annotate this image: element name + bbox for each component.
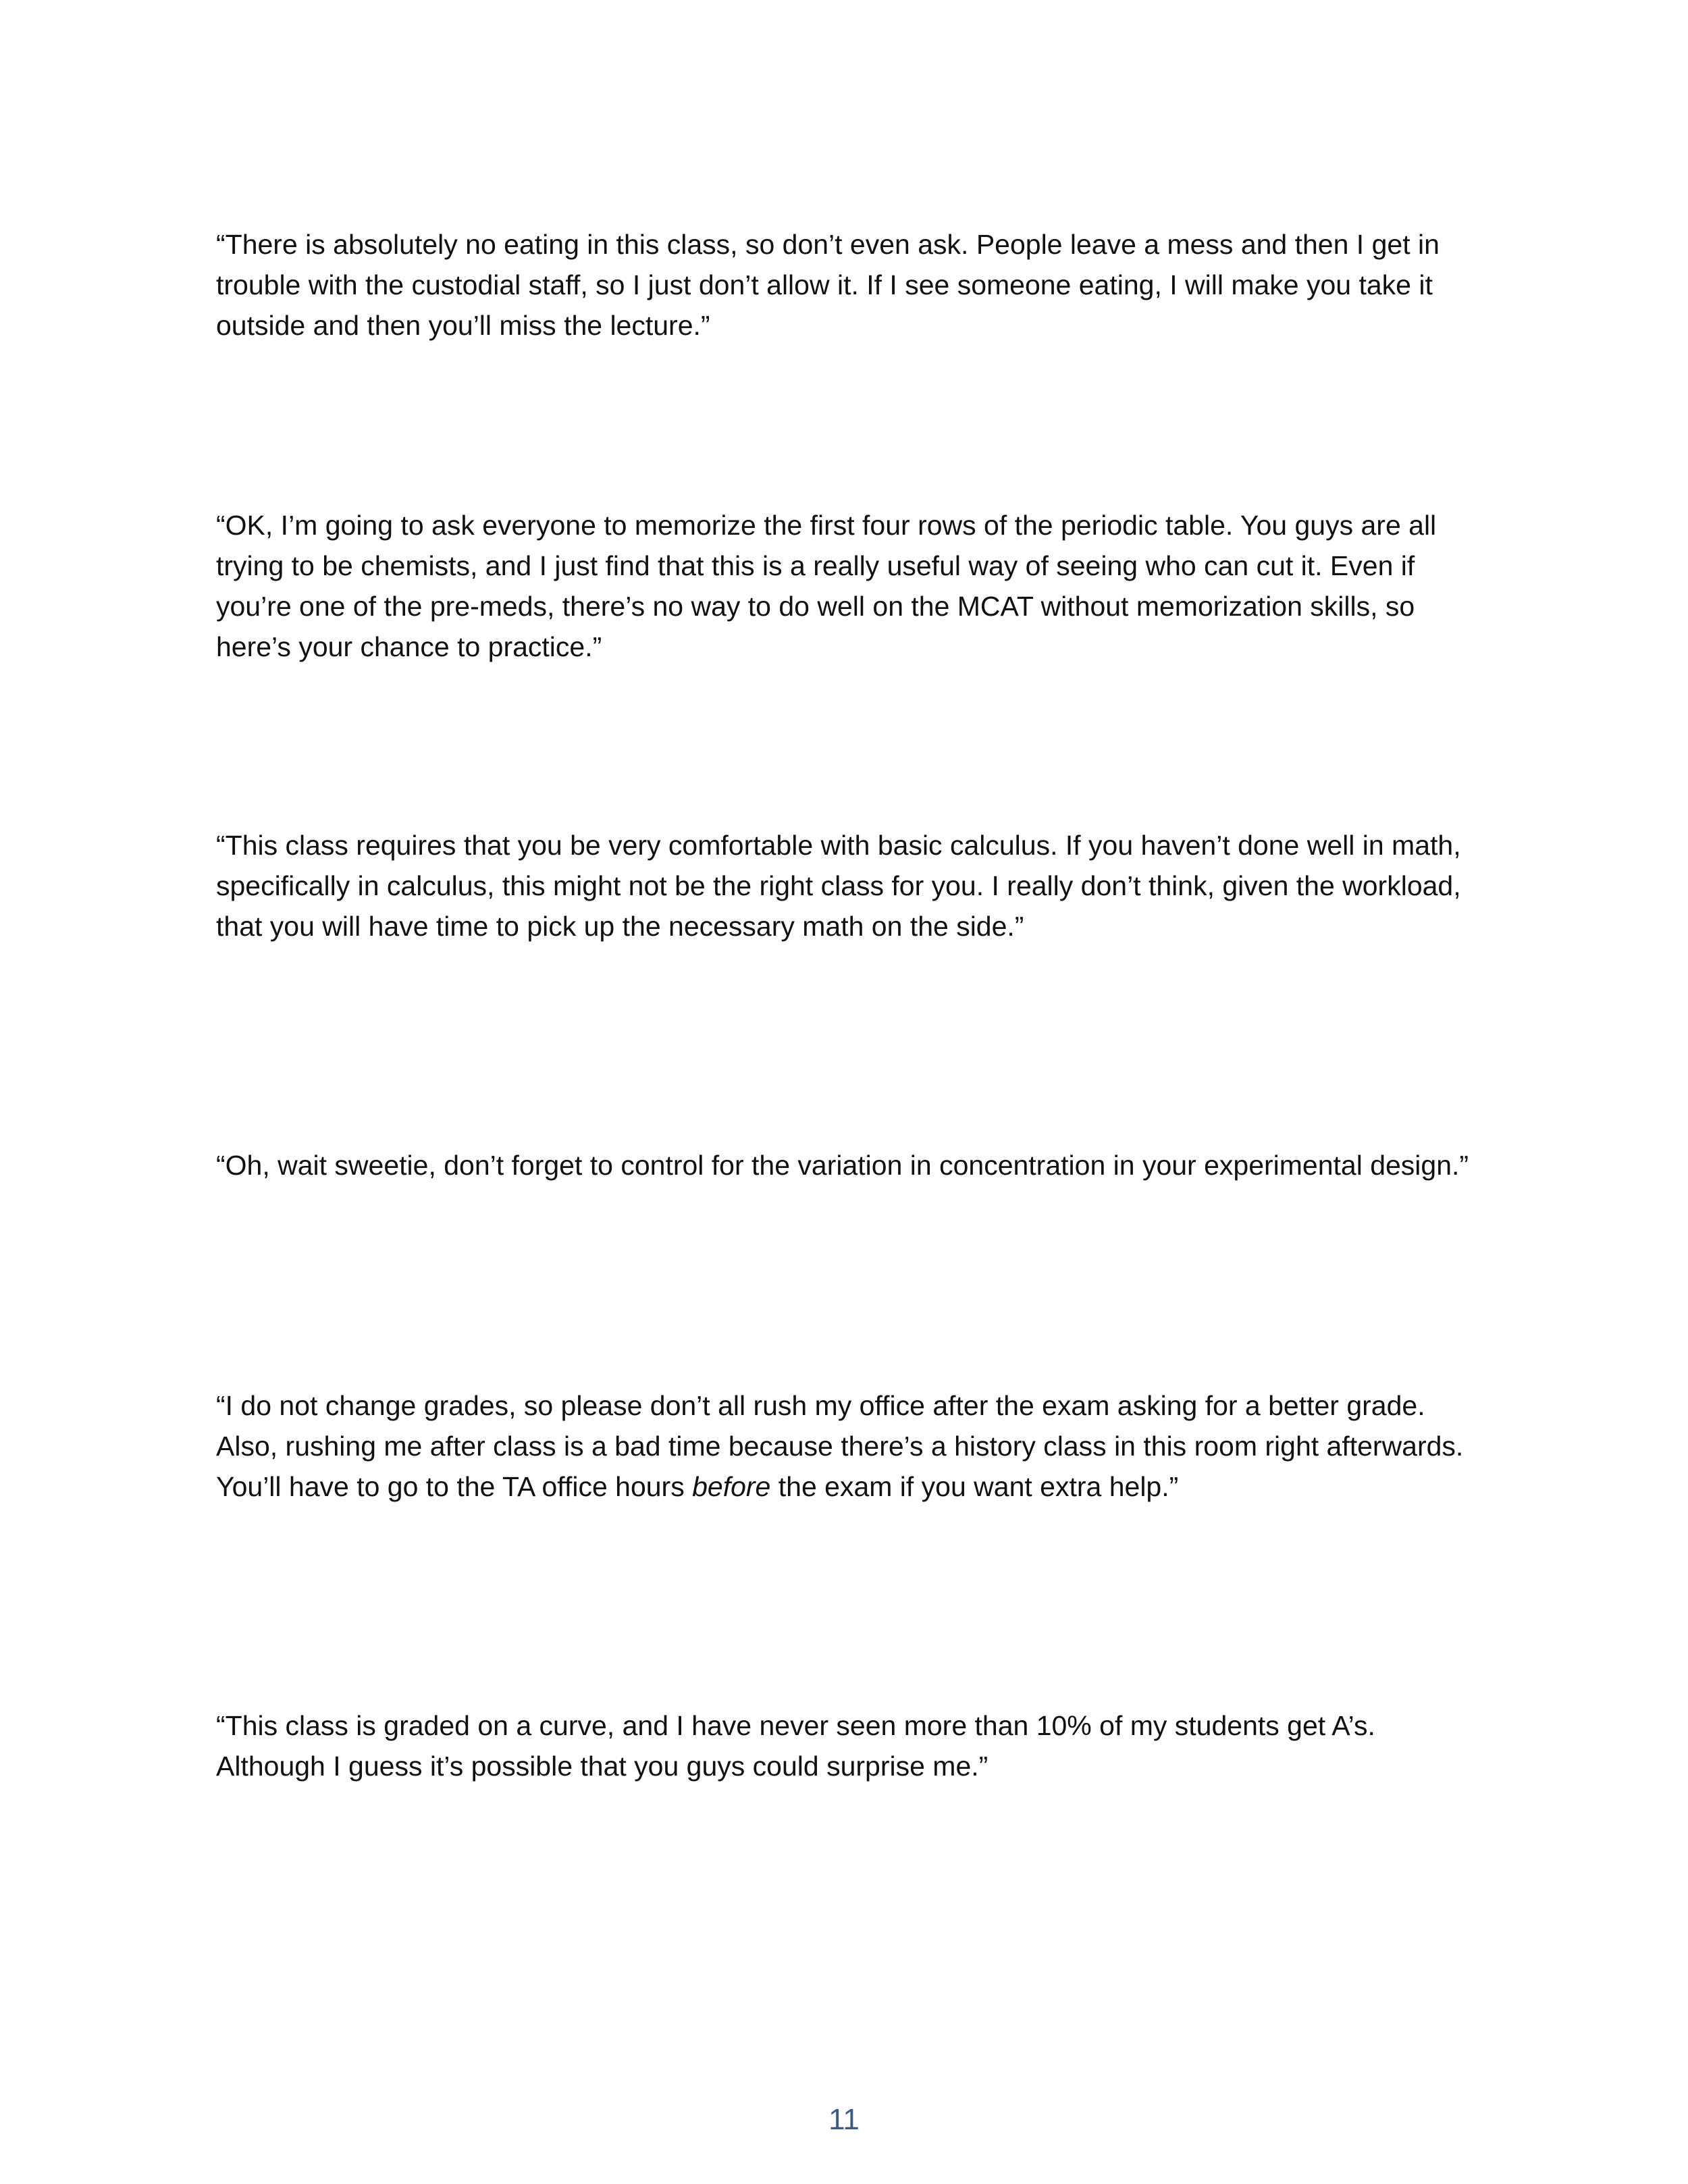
quote-periodic-table: “OK, I’m going to ask everyone to memorize the first four rows of the periodic table. You guys are all trying to be chemists, and I just find that this is a really useful way of seeing who can cut it. Even if you’re one of the pre-meds, there’s no way to do well on the MCAT without memorization skills, so here’s your chance to practice.”	[216, 510, 1437, 662]
quote-calculus: “This class requires that you be very comfortable with basic calculus. If you haven’t done well in math, specifically in calculus, this might not be the right class for you. I really don’t think, given the workload, that you will have time to pick up the necessary math on the side.”	[216, 830, 1461, 942]
quote-grades-text-start: “I do not change grades, so please don’t all rush my office after the exam asking for a better grade. Also, rushing me after class is a bad time because there’s a history class in this room right afterwards. You’ll have to go to the TA office hours	[216, 1390, 1464, 1502]
quote-experimental-design: “Oh, wait sweetie, don’t forget to control for the variation in concentration in your experimental design.”	[216, 1150, 1469, 1181]
quote-no-eating: “There is absolutely no eating in this class, so don’t even ask. People leave a mess and then I get in trouble with the custodial staff, so I just don’t allow it. If I see someone eating, I will make you take it outside and then you’ll miss the lecture.”	[216, 229, 1440, 341]
quote-grades	[216, 1385, 1485, 1507]
page-number: 11	[828, 2103, 860, 2136]
quote-grades-emphasis: before	[692, 1471, 771, 1502]
quote-curve: “This class is graded on a curve, and I have never seen more than 10% of my students get A’s. Although I guess it’s possible that you guys could surprise me.”	[216, 1710, 1375, 1782]
quote-grades-text-end: the exam if you want extra help.”	[770, 1471, 1179, 1502]
